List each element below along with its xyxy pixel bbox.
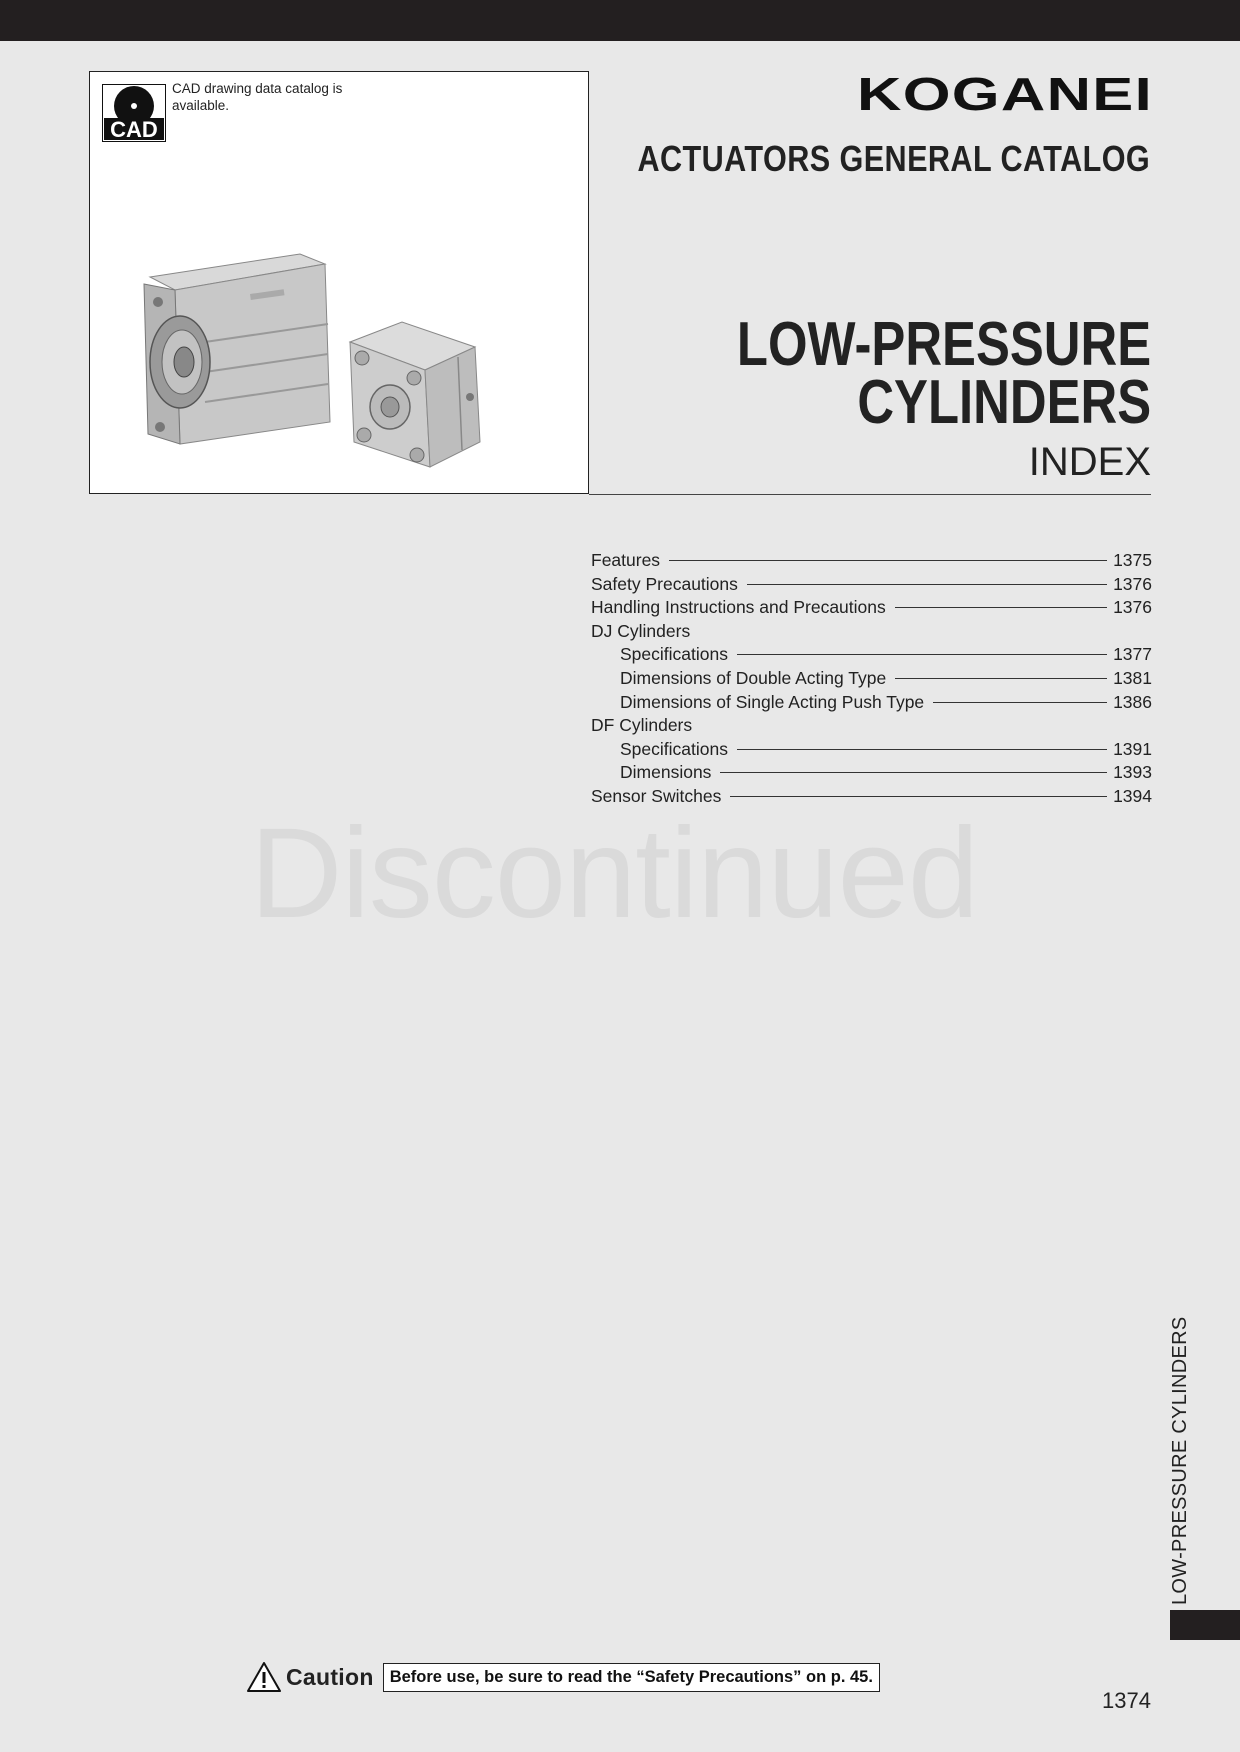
toc-leader [895, 678, 1107, 679]
toc-leader [720, 772, 1107, 773]
toc-page: 1381 [1113, 667, 1152, 688]
toc-page: 1391 [1113, 738, 1152, 759]
cad-availability-note: CAD drawing data catalog is available. [172, 81, 343, 113]
toc-section-dj-cylinders [591, 621, 1152, 645]
toc-label: DJ Cylinders [591, 620, 691, 641]
toc-page: 1376 [1113, 597, 1152, 618]
toc-leader [747, 584, 1107, 585]
toc-page: 1386 [1113, 691, 1152, 712]
toc-row-df-specifications[interactable] [591, 739, 1152, 763]
toc-leader [669, 560, 1107, 561]
discontinued-watermark: Discontinued [250, 802, 978, 945]
toc-page: 1376 [1113, 573, 1152, 594]
toc-label: Dimensions of Single Acting Push Type [620, 691, 925, 712]
logo-text: KOGANEI [857, 72, 1153, 116]
toc-label: Dimensions of Double Acting Type [620, 667, 887, 688]
catalog-title: ACTUATORS GENERAL CATALOG [637, 138, 1150, 179]
cad-icon [102, 84, 166, 142]
toc-label: Safety Precautions [591, 573, 738, 594]
page-title [736, 310, 1151, 437]
title-line-1: LOW-PRESSURE [736, 310, 1151, 379]
product-image [140, 172, 560, 472]
toc-row-dj-double-acting[interactable] [591, 668, 1152, 692]
table-of-contents [591, 550, 1152, 810]
title-line-2: CYLINDERS [857, 368, 1151, 437]
side-tab-label: LOW-PRESSURE CYLINDERS [1169, 1316, 1191, 1605]
toc-label: Specifications [620, 644, 728, 665]
toc-leader [730, 796, 1107, 797]
caution-message: Before use, be sure to read the “Safety Precautions” on p. 45. [383, 1663, 880, 1692]
caution-label: Caution [286, 1663, 374, 1690]
cad-badge-text: CAD [110, 117, 158, 142]
title-rule [589, 494, 1151, 495]
page-number: 1374 [1102, 1688, 1151, 1713]
caution-notice [246, 1661, 880, 1693]
toc-page: 1393 [1113, 762, 1152, 783]
toc-leader [737, 654, 1107, 655]
side-tab-marker [1170, 1610, 1240, 1640]
toc-page: 1394 [1113, 785, 1152, 806]
toc-label: Features [591, 550, 661, 570]
toc-label: Sensor Switches [591, 785, 722, 806]
index-subtitle: INDEX [1028, 440, 1151, 484]
toc-row-dj-specifications[interactable] [591, 644, 1152, 668]
toc-row-handling-instructions[interactable] [591, 597, 1152, 621]
toc-label: Handling Instructions and Precautions [591, 597, 886, 618]
toc-row-df-dimensions[interactable] [591, 762, 1152, 786]
warning-triangle-icon [246, 1661, 282, 1693]
toc-leader [933, 702, 1107, 703]
product-photo-panel [89, 71, 589, 494]
toc-label: Specifications [620, 738, 728, 759]
toc-section-df-cylinders [591, 715, 1152, 739]
toc-page: 1377 [1113, 644, 1152, 665]
toc-row-features[interactable] [591, 550, 1152, 574]
toc-label: Dimensions [620, 762, 712, 783]
toc-row-dj-single-acting[interactable] [591, 692, 1152, 716]
koganei-logo [853, 72, 1153, 116]
toc-row-safety-precautions[interactable] [591, 574, 1152, 598]
toc-leader [895, 607, 1107, 608]
toc-page: 1375 [1113, 550, 1152, 570]
top-band [0, 0, 1240, 41]
toc-leader [737, 749, 1107, 750]
toc-label: DF Cylinders [591, 715, 693, 736]
